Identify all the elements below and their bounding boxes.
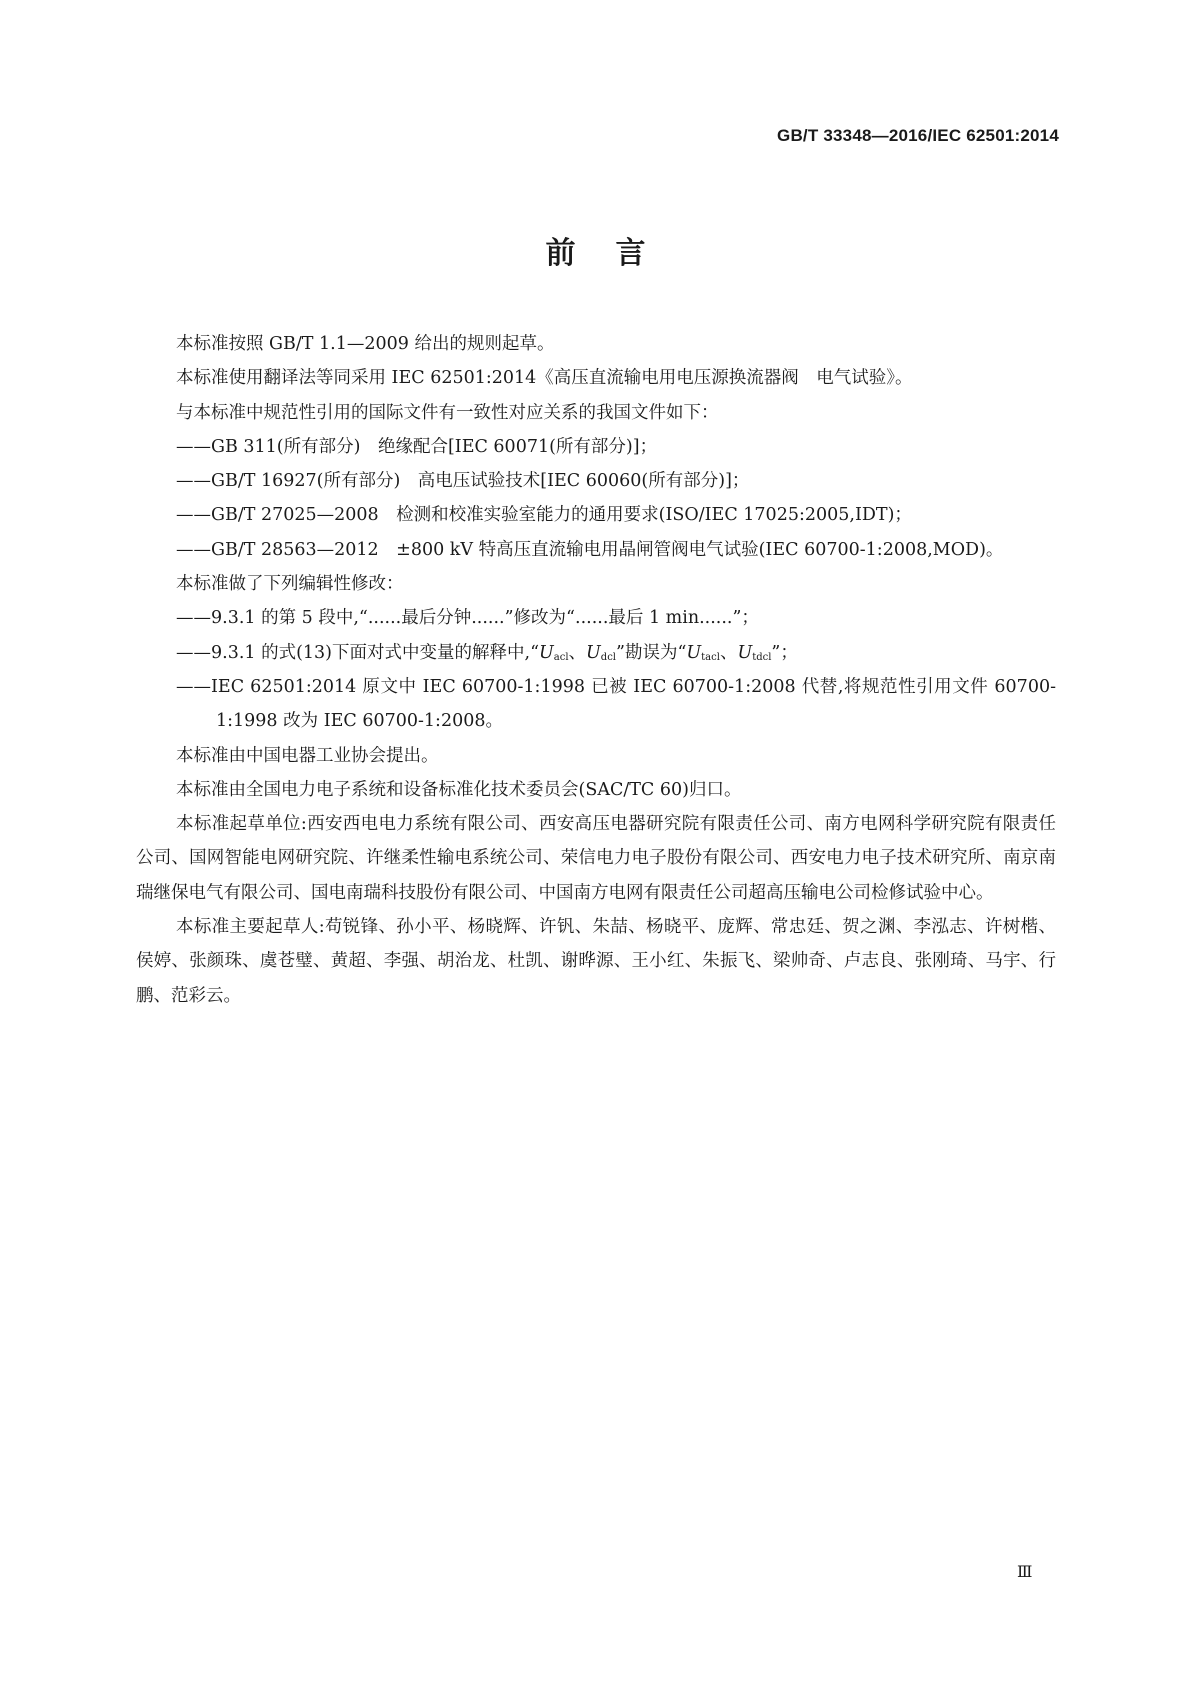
list-item-edit-minute: ——9.3.1 的第 5 段中,“......最后分钟......”修改为“......最后 1 min......”； [176,608,759,629]
formula-edit-prefix: ——9.3.1 的式(13)下面对式中变量的解释中,“ [176,642,540,663]
standard-number: GB/T 33348—2016/IEC 62501:2014 [777,126,1059,145]
subscript-dcl: dcl [600,651,616,663]
document-body [136,327,1056,1013]
paragraph-edits-intro: 本标准做了下列编辑性修改： [176,574,404,595]
paragraph-proposer: 本标准由中国电器工业协会提出。 [176,745,439,766]
paragraph-adoption: 本标准使用翻译法等同采用 IEC 62501:2014《高压直流输电用电压源换流器阀 电气试验》。 [176,368,913,389]
paragraph-drafters: 本标准主要起草人:苟锐锋、孙小平、杨晓辉、许钒、朱喆、杨晓平、庞辉、常忠廷、贺之渊、李泓志、许树楷、侯婷、张颜珠、虞苍璧、黄超、李强、胡治龙、杜凯、谢晔源、王小红、朱振飞、梁帅奇、卢志良、张刚琦、马宇、行鹏、范彩云。 [136,917,1056,1006]
formula-corrected-to: ”勘误为“ [616,642,687,663]
list-item-edit-formula [136,636,1056,670]
list-item-edit-reference: ——IEC 62501:2014 原文中 IEC 60700-1:1998 已被 IEC 60700-1:2008 代替,将规范性引用文件 60700-1:1998 改为 IEC 60700-1:2008。 [176,676,1056,732]
variable-u-tdcl: U [737,642,753,663]
formula-edit-suffix: ”； [771,642,798,663]
subscript-tacl: tacl [701,651,720,663]
subscript-acl: acl [553,651,569,663]
paragraph-correspondence-intro: 与本标准中规范性引用的国际文件有一致性对应关系的我国文件如下： [176,402,719,423]
variable-u-tacl: U [686,642,702,663]
formula-separator: 、 [719,642,738,663]
subscript-tdcl: tdcl [752,651,772,663]
paragraph-drafting-rules: 本标准按照 GB/T 1.1—2009 给出的规则起草。 [176,334,555,354]
list-item-gbt27025: ——GB/T 27025—2008 检测和校准实验室能力的通用要求(ISO/IEC 17025:2005,IDT)； [176,505,912,526]
variable-u-acl: U [539,642,554,663]
list-item-gbt28563: ——GB/T 28563—2012 ±800 kV 特高压直流输电用晶闸管阀电气试验(IEC 60700-1:2008,MOD)。 [176,539,1004,560]
formula-separator: 、 [568,642,587,663]
variable-u-dcl: U [586,642,601,663]
paragraph-technical-committee: 本标准由全国电力电子系统和设备标准化技术委员会(SAC/TC 60)归口。 [176,779,742,800]
list-item-gb311: ——GB 311(所有部分) 绝缘配合[IEC 60071(所有部分)]； [176,436,658,457]
paragraph-drafting-units: 本标准起草单位:西安西电电力系统有限公司、西安高压电器研究院有限责任公司、南方电网科学研究院有限责任公司、国网智能电网研究院、许继柔性输电系统公司、荣信电力电子股份有限公司、西安电力电子技术研究所、南京南瑞继保电气有限公司、国电南瑞科技股份有限公司、中国南方电网有限责任公司超高压输电公司检修试验中心。 [136,814,1056,903]
page-number: Ⅲ [1017,1562,1033,1581]
list-item-gbt16927: ——GB/T 16927(所有部分) 高电压试验技术[IEC 60060(所有部分)]； [176,471,750,492]
page-title: 前言 [545,236,686,271]
